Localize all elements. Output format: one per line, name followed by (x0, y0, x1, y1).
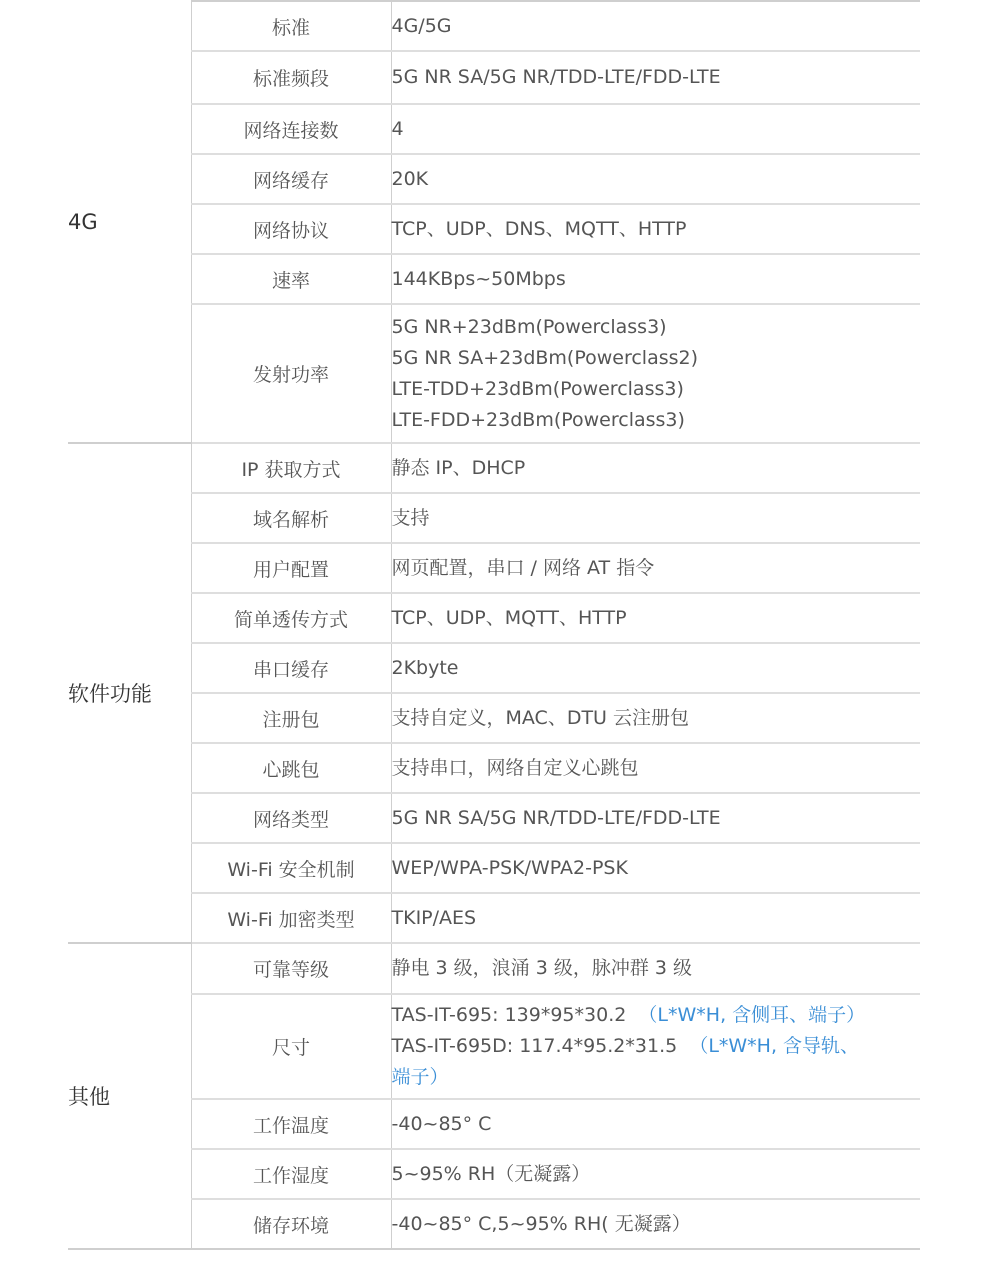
spec-label: 网络连接数 (191, 104, 391, 154)
spec-value: TCP、UDP、DNS、MQTT、HTTP (391, 204, 920, 254)
spec-label: IP 获取方式 (191, 443, 391, 493)
spec-label: 串口缓存 (191, 643, 391, 693)
table-row (68, 943, 920, 994)
table-row (68, 1199, 920, 1249)
table-row (68, 204, 920, 254)
spec-value: 支持 (391, 493, 920, 543)
spec-label: 网络缓存 (191, 154, 391, 204)
spec-value: -40~85° C,5~95% RH( 无凝露） (391, 1199, 920, 1249)
spec-label: 标准频段 (191, 51, 391, 104)
table-row (68, 1, 920, 51)
dimension-note: （L*W*H, 含侧耳、端子） (638, 1004, 866, 1026)
dimension-line (392, 1031, 921, 1062)
spec-table (68, 0, 920, 1250)
spec-value: 4G/5G (391, 1, 920, 51)
spec-value: 20K (391, 154, 920, 204)
spec-value: TCP、UDP、MQTT、HTTP (391, 593, 920, 643)
spec-value: 静态 IP、DHCP (391, 443, 920, 493)
dimension-line (392, 1000, 921, 1031)
tx-power-line: LTE-TDD+23dBm(Powerclass3) (391, 377, 684, 400)
spec-label: Wi-Fi 安全机制 (191, 843, 391, 893)
table-row (68, 593, 920, 643)
spec-label: 工作温度 (191, 1099, 391, 1149)
spec-label: 储存环境 (191, 1199, 391, 1249)
table-row (68, 543, 920, 593)
table-row (68, 994, 920, 1099)
spec-value: 4 (391, 104, 920, 154)
spec-label: 心跳包 (191, 743, 391, 793)
table-row (68, 843, 920, 893)
category-software: 软件功能 (68, 443, 191, 943)
tx-power-line: 5G NR SA+23dBm(Powerclass2) (391, 346, 699, 369)
spec-value: 静电 3 级，浪涌 3 级，脉冲群 3 级 (391, 943, 920, 994)
tx-power-line: 5G NR+23dBm(Powerclass3) (391, 315, 667, 338)
spec-label: 工作湿度 (191, 1149, 391, 1199)
spec-value: 144KBps~50Mbps (391, 254, 920, 304)
spec-value: WEP/WPA-PSK/WPA2-PSK (391, 843, 920, 893)
spec-value: 支持串口，网络自定义心跳包 (391, 743, 920, 793)
spec-label: 简单透传方式 (191, 593, 391, 643)
spec-label: 域名解析 (191, 493, 391, 543)
spec-value: 网页配置，串口 / 网络 AT 指令 (391, 543, 920, 593)
tx-power-line: LTE-FDD+23dBm(Powerclass3) (391, 408, 685, 431)
table-row (68, 1149, 920, 1199)
spec-value: -40~85° C (391, 1099, 920, 1149)
table-row (68, 304, 920, 443)
spec-label: 尺寸 (191, 994, 391, 1099)
table-row (68, 254, 920, 304)
spec-label: 网络协议 (191, 204, 391, 254)
spec-label: 速率 (191, 254, 391, 304)
dimension-model-695: TAS-IT-695: 139*95*30.2 (391, 1004, 627, 1026)
spec-value: 支持自定义，MAC、DTU 云注册包 (391, 693, 920, 743)
spec-value: 5~95% RH（无凝露） (391, 1149, 920, 1199)
dimension-note: （L*W*H, 含导轨、 (689, 1035, 860, 1057)
table-row (68, 154, 920, 204)
table-row (68, 443, 920, 493)
spec-label: 用户配置 (191, 543, 391, 593)
table-row (68, 493, 920, 543)
table-row (68, 893, 920, 943)
table-row (68, 643, 920, 693)
dimension-note-continued: 端子） (391, 1066, 449, 1088)
spec-label: Wi-Fi 加密类型 (191, 893, 391, 943)
table-row (68, 51, 920, 104)
spec-value: 5G NR SA/5G NR/TDD-LTE/FDD-LTE (391, 793, 920, 843)
spec-label: 发射功率 (191, 304, 391, 443)
table-row (68, 1099, 920, 1149)
spec-value-dimensions (391, 994, 920, 1099)
spec-value: 2Kbyte (391, 643, 920, 693)
spec-label: 注册包 (191, 693, 391, 743)
table-row (68, 693, 920, 743)
dimension-model-695d: TAS-IT-695D: 117.4*95.2*31.5 (391, 1035, 678, 1057)
table-row (68, 793, 920, 843)
spec-label: 可靠等级 (191, 943, 391, 994)
spec-value: TKIP/AES (391, 893, 920, 943)
spec-value: 5G NR SA/5G NR/TDD-LTE/FDD-LTE (391, 51, 920, 104)
spec-label: 标准 (191, 1, 391, 51)
category-4g: 4G (68, 1, 191, 443)
table-row (68, 104, 920, 154)
category-other: 其他 (68, 943, 191, 1249)
table-row (68, 743, 920, 793)
spec-value-multiline (391, 304, 920, 443)
spec-label: 网络类型 (191, 793, 391, 843)
